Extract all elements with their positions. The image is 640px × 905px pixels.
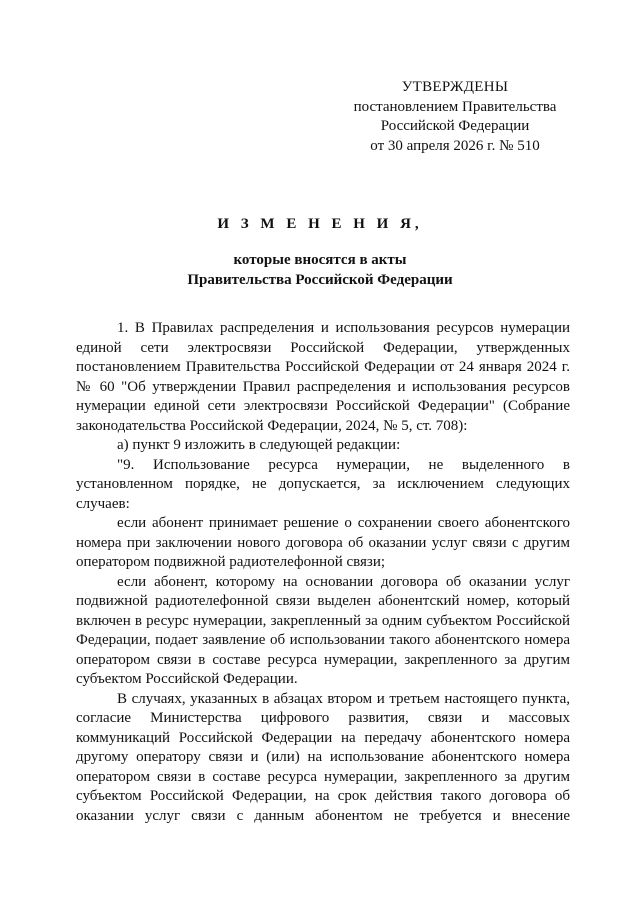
paragraph-1: 1. В Правилах распределения и использования ресурсов нумерации единой сети электросвязи Российской Федерации, утвержденных постановлением Правительства Российской Федерации от 24 января 2024 г. № 60 "Об утверждении Правил распределения и использования ресурсов нумерации единой сети электросвязи Российской Федерации" (Собрание законодательства Российской Федерации, 2024, № 5, ст. 708): bbox=[76, 320, 570, 434]
title-subtitle-2: Правительства Российской Федерации bbox=[187, 272, 453, 288]
paragraph-4: если абонент принимает решение о сохранении своего абонентского номера при заключении нового договора об оказании услуг связи с другим оператором подвижной радиотелефонной связи; bbox=[76, 515, 570, 570]
approval-heading: УТВЕРЖДЕНЫ bbox=[401, 79, 509, 95]
paragraph-2: а) пункт 9 изложить в следующей редакции: bbox=[117, 437, 401, 453]
paragraph-5: если абонент, которому на основании договора об оказании услуг подвижной радиотелефонной связи выделен абонентский номер, который включен в ресурс нумерации, закрепленный за одним субъектом Российской Федерации, подает заявление об использовании такого абонентского номера оператором связи в составе ресурса нумерации, закрепленного за другим субъектом Российской Федерации. bbox=[76, 573, 570, 687]
paragraph-6: В случаях, указанных в абзацах втором и третьем настоящего пункта, согласие Министерства цифрового развития, связи и массовых коммуникаций Российской Федерации на передачу абонентского номера другому оператору связи и (или) на использование абонентского номера оператором связи в составе ресурса нумерации, закрепленного за другим субъектом Российской Федерации, на срок действия такого договора об оказании услуг связи с данным абонентом не требуется и внесение bbox=[76, 690, 570, 824]
approval-line-1: постановлением Правительства bbox=[353, 98, 557, 115]
document-body bbox=[76, 319, 570, 826]
title-main: И З М Е Н Е Н И Я, bbox=[217, 216, 423, 232]
paragraph-3: "9. Использование ресурса нумерации, не выделенного в установленном порядке, не допускается, за исключением следующих случаев: bbox=[76, 456, 570, 512]
title-subtitle-1: которые вносятся в акты bbox=[233, 252, 407, 268]
approval-block bbox=[340, 78, 570, 156]
approval-line-2: Российской Федерации bbox=[380, 118, 530, 134]
approval-line-3: от 30 апреля 2026 г. № 510 bbox=[370, 137, 540, 154]
document-title bbox=[0, 214, 640, 290]
